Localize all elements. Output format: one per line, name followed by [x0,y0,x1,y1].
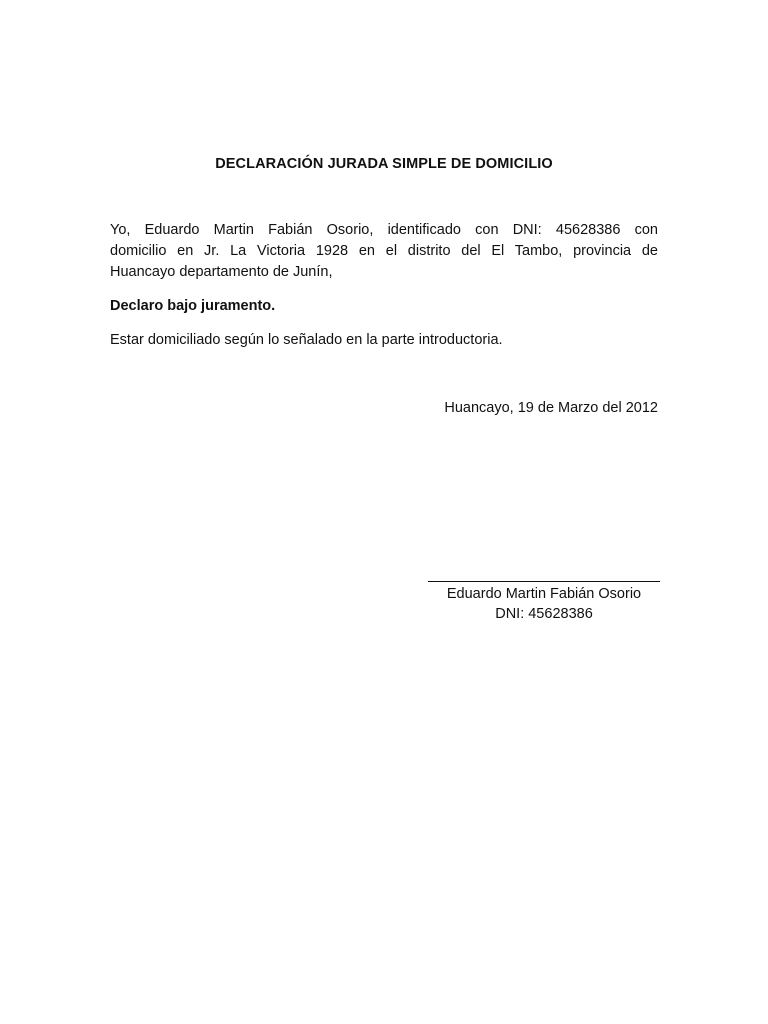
declaration-heading: Declaro bajo juramento. [110,298,276,314]
intro-line: Huancayo departamento de Junín, [110,264,333,280]
intro-line: domicilio en Jr. La Victoria 1928 en el distrito del El Tambo, provincia de [110,243,658,259]
place-date: Huancayo, 19 de Marzo del 2012 [444,400,658,416]
signature-line [428,581,660,582]
statement-text: Estar domiciliado según lo señalado en la parte introductoria. [110,332,503,348]
signature-id: DNI: 45628386 [495,606,593,622]
intro-paragraph [110,220,658,283]
signature-block [428,581,660,624]
document-title: DECLARACIÓN JURADA SIMPLE DE DOMICILIO [215,156,553,172]
signature-name: Eduardo Martin Fabián Osorio [446,586,642,602]
intro-line: Yo, Eduardo Martin Fabián Osorio, identificado con DNI: 45628386 con [110,222,658,238]
